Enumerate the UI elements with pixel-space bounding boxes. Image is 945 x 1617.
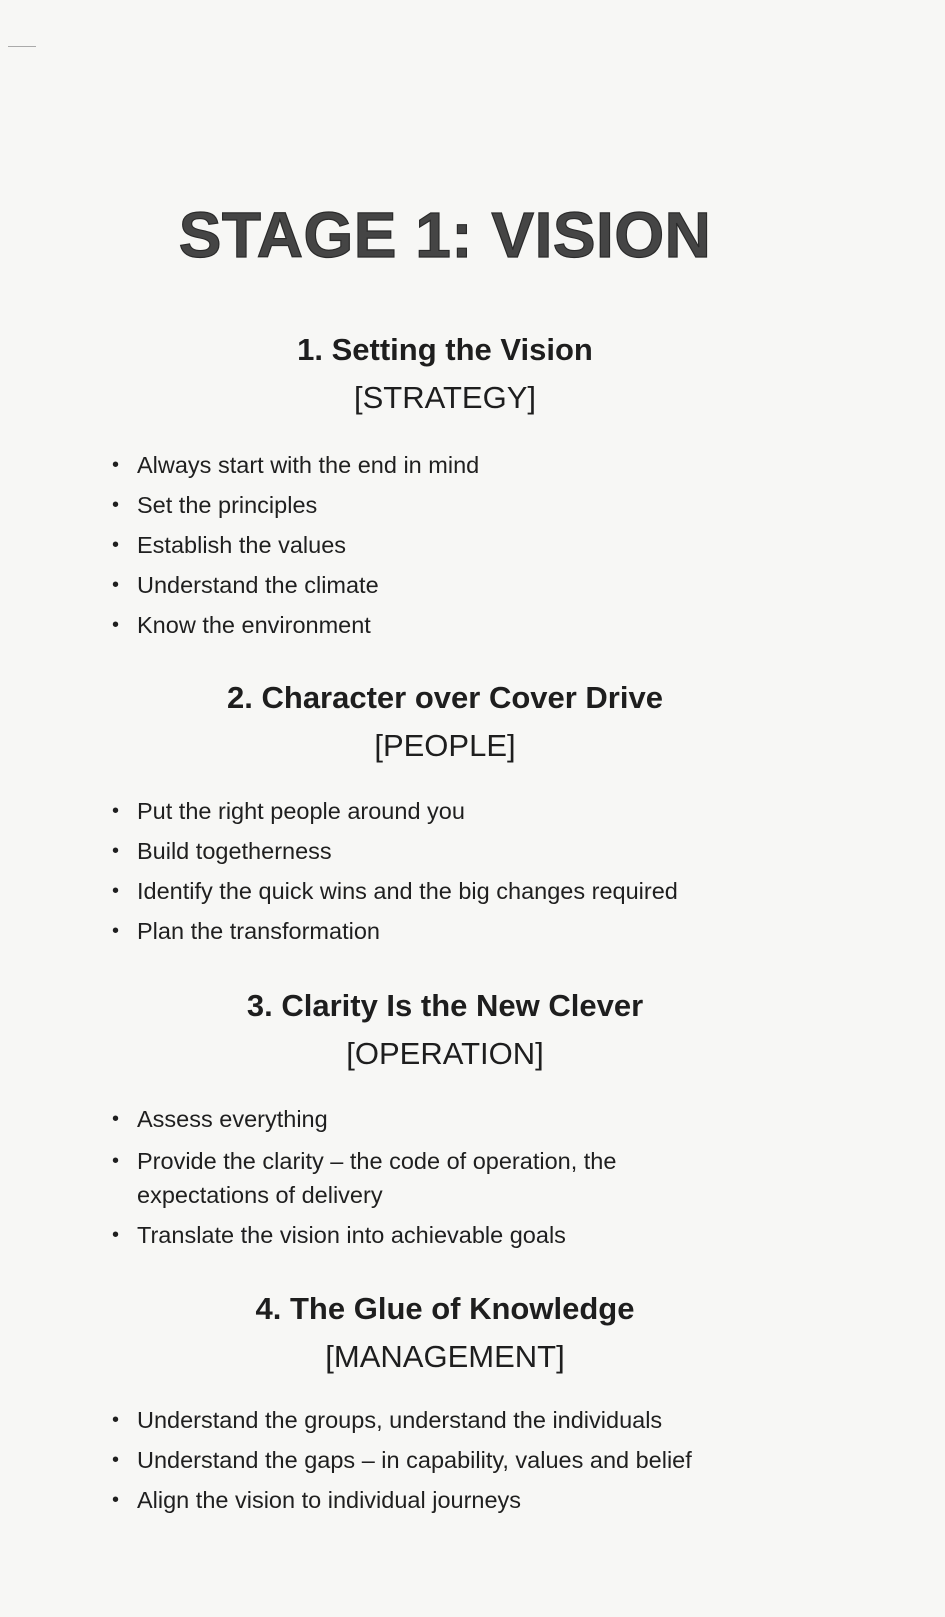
section-heading: 4. The Glue of Knowledge [255,1291,635,1326]
list-item: • Assess everything [112,1104,712,1134]
section-setting-the-vision [0,331,890,417]
section-subheading: [PEOPLE] [374,728,516,763]
bullet-list [112,450,812,640]
list-item: • Build togetherness [112,836,812,866]
list-item: • Put the right people around you [112,796,812,826]
list-item: • Always start with the end in mind [112,450,812,480]
section-character-over-cover-drive [0,679,890,765]
section-heading: 2. Character over Cover Drive [227,680,663,715]
bullet-list [112,1104,712,1250]
section-subheading: [STRATEGY] [353,380,536,415]
section-subheading: [MANAGEMENT] [325,1339,565,1374]
list-item: • Identify the quick wins and the big changes required [112,876,812,906]
scan-mark [8,46,36,47]
bullet-list [112,1405,812,1515]
list-item: • Set the principles [112,490,812,520]
section-subheading: [OPERATION] [346,1036,544,1071]
section-the-glue-of-knowledge [0,1290,890,1376]
section-clarity-is-the-new-clever [0,987,890,1073]
list-item: • Understand the gaps – in capability, values and belief [112,1445,812,1475]
list-item: • Understand the climate [112,570,812,600]
list-item: • Establish the values [112,530,812,560]
section-heading: 3. Clarity Is the New Clever [246,988,644,1023]
list-item: • Understand the groups, understand the individuals [112,1405,812,1435]
list-item: • Provide the clarity – the code of operation, the expectations of delivery [112,1144,712,1212]
list-item: • Plan the transformation [112,916,812,946]
page-title: STAGE 1: VISION [178,199,712,271]
bullet-list [112,796,812,946]
list-item: • Align the vision to individual journeys [112,1485,812,1515]
list-item: • Know the environment [112,610,812,640]
section-heading: 1. Setting the Vision [297,332,593,367]
list-item: • Translate the vision into achievable goals [112,1220,712,1250]
